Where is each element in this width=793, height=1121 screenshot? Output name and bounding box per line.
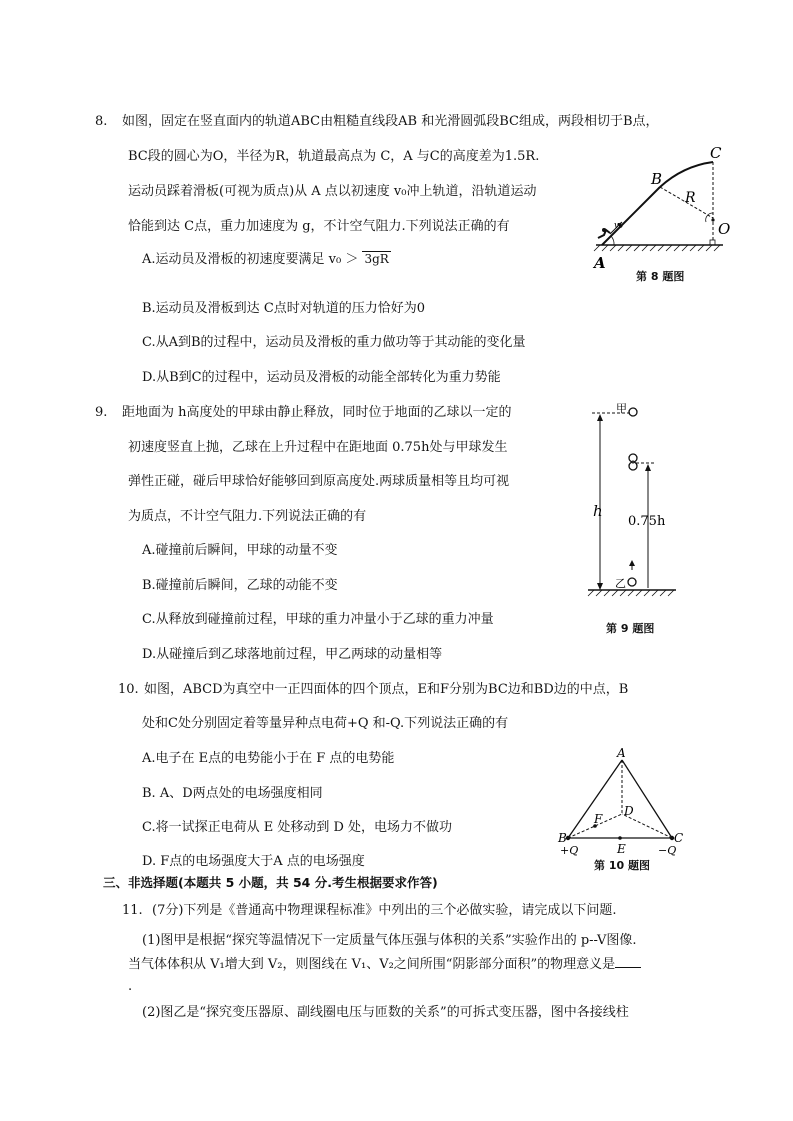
q10-fig-label-b: B xyxy=(558,831,567,845)
q10-fig-label-e: E xyxy=(617,842,626,856)
q8-number: 8. xyxy=(95,114,108,129)
q11-part2-line-1: (2)图乙是“探究变压器原、副线圈电压与匝数的关系”的可拆式变压器，图中各接线柱 xyxy=(142,1005,629,1020)
q8-fig-label-a: A xyxy=(594,254,606,270)
q9-option-b[interactable]: B.碰撞前后瞬间，乙球的动能不变 xyxy=(142,578,338,593)
section-3-title: 三、非选择题(本题共 5 小题，共 54 分.考生根据要求作答) xyxy=(103,875,438,890)
q10-number: 10. xyxy=(118,682,139,697)
q10-fig-label-d: D xyxy=(624,804,634,818)
q8-fig-label-o: O xyxy=(718,220,731,238)
q9-fig-label-jia: 甲 xyxy=(616,402,627,415)
q10-option-b[interactable]: B. A、D两点处的电场强度相同 xyxy=(142,786,323,801)
q10-stem-line-1: 如图，ABCD为真空中一正四面体的四个顶点，E和F分别为BC边和BD边的中点，B xyxy=(144,682,629,697)
q8-option-d[interactable]: D.从B到C的过程中，运动员及滑板的动能全部转化为重力势能 xyxy=(142,370,501,385)
q11-intro: (7分)下列是《普通高中物理课程标准》中列出的三个必做实验，请完成以下问题. xyxy=(152,903,617,918)
q8-fig-label-c: C xyxy=(710,144,722,162)
q9-number: 9. xyxy=(95,405,108,420)
q8-stem-line-1: 如图，固定在竖直面内的轨道ABC由粗糙直线段AB 和光滑圆弧段BC组成，两段相切于B点， xyxy=(122,114,659,129)
q10-fig-label-plus-q: +Q xyxy=(560,844,579,857)
q8-option-a[interactable] xyxy=(142,251,391,269)
q9-option-c[interactable]: C.从释放到碰撞前过程，甲球的重力冲量小于乙球的重力冲量 xyxy=(142,612,494,627)
q8-option-b[interactable]: B.运动员及滑板到达 C点时对轨道的压力恰好为0 xyxy=(142,301,426,316)
q8-figure xyxy=(588,140,738,270)
q9-fig-label-075h: 0.75h xyxy=(628,514,666,529)
q10-option-c[interactable]: C.将一试探正电荷从 E 处移动到 D 处，电场力不做功 xyxy=(142,820,453,835)
q8-fig-label-b: B xyxy=(651,170,663,188)
q10-fig-label-f: F xyxy=(594,812,603,826)
q11-part1-end: . xyxy=(128,979,133,994)
q11-part1-line-2-text: 当气体体积从 V₁增大到 V₂，则图线在 V₁、V₂之间所围“阴影部分面积”的物理意义是 xyxy=(128,957,616,972)
q9-stem-line-2: 初速度竖直上抛，乙球在上升过程中在距地面 0.75h处与甲球发生 xyxy=(128,440,508,455)
q8-stem-line-3: 运动员踩着滑板(可视为质点)从 A 点以初速度 v₀冲上轨道，沿轨道运动 xyxy=(128,184,537,199)
q10-fig-label-c: C xyxy=(674,831,684,845)
q10-option-d[interactable]: D. F点的电场强度大于A 点的电场强度 xyxy=(142,854,365,869)
q8-stem-line-2: BC段的圆心为O，半径为R，轨道最高点为 C，A 与C的高度差为1.5R. xyxy=(128,149,540,164)
q9-option-a[interactable]: A.碰撞前后瞬间，甲球的动量不变 xyxy=(142,543,338,558)
q9-stem-line-4: 为质点，不计空气阻力.下列说法正确的有 xyxy=(128,509,367,524)
q9-stem-line-3: 弹性正碰，碰后甲球恰好能够回到原高度处.两球质量相等且均可视 xyxy=(128,474,510,489)
q8-option-a-text: A.运动员及滑板的初速度要满足 v₀ ＞ xyxy=(142,252,363,267)
q11-number: 11. xyxy=(122,903,143,918)
q9-fig-label-h: h xyxy=(593,502,603,520)
q11-part1-line-1: (1)图甲是根据“探究等温情况下一定质量气体压强与体积的关系”实验作出的 p--V图像. xyxy=(142,933,637,948)
q9-figure xyxy=(586,400,686,605)
q8-option-c[interactable]: C.从A到B的过程中，运动员及滑板的重力做功等于其动能的变化量 xyxy=(142,335,526,350)
q8-fig-label-r: R xyxy=(685,190,696,206)
q8-option-a-sqrt: 3gR xyxy=(364,252,389,266)
q9-stem-line-1: 距地面为 h高度处的甲球由静止释放，同时位于地面的乙球以一定的 xyxy=(122,405,512,420)
q9-option-d[interactable]: D.从碰撞后到乙球落地前过程，甲乙两球的动量相等 xyxy=(142,647,443,662)
q10-fig-label-a: A xyxy=(617,746,626,760)
q10-figure-caption: 第 10 题图 xyxy=(594,859,650,872)
q10-figure xyxy=(556,744,686,864)
q10-stem-line-2: 处和C处分别固定着等量异种点电荷+Q 和-Q.下列说法正确的有 xyxy=(142,716,509,731)
q11-answer-blank[interactable] xyxy=(615,955,641,968)
q8-figure-caption: 第 8 题图 xyxy=(636,270,685,283)
q9-figure-caption: 第 9 题图 xyxy=(606,622,655,635)
q10-fig-label-minus-q: −Q xyxy=(658,844,677,857)
q8-fig-label-v0: v₀ xyxy=(614,221,623,231)
q9-fig-label-yi: 乙 xyxy=(615,577,626,590)
q10-option-a[interactable]: A.电子在 E点的电势能小于在 F 点的电势能 xyxy=(142,751,395,766)
q11-part1-line-2 xyxy=(128,955,641,974)
q8-stem-line-4: 恰能到达 C点，重力加速度为 g，不计空气阻力.下列说法正确的有 xyxy=(128,219,510,234)
